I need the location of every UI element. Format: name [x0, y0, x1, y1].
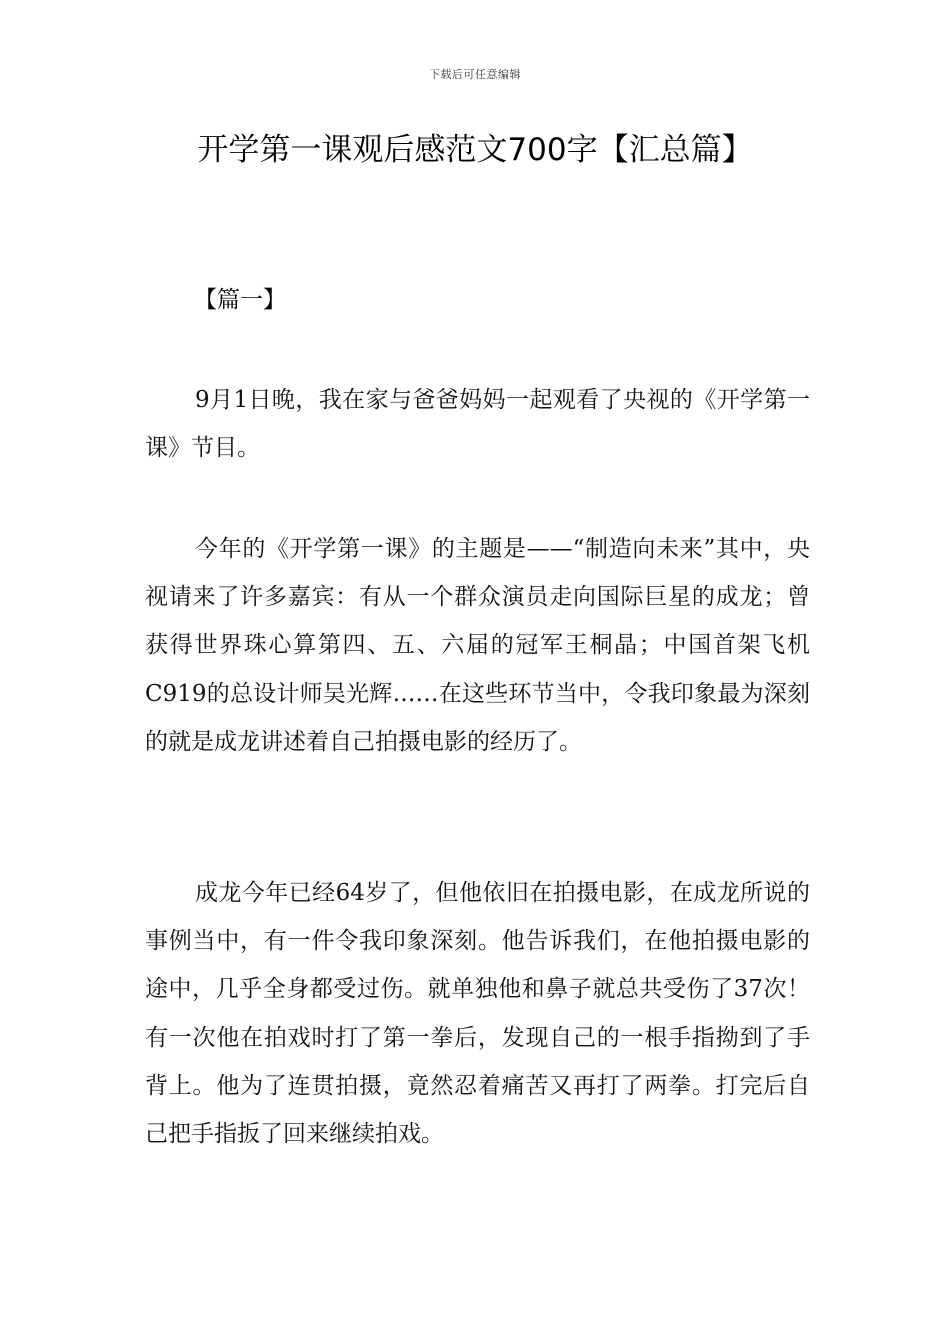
section-heading: 【篇一】: [194, 287, 286, 313]
document-title: 开学第一课观后感范文700字【汇总篇】: [197, 132, 753, 168]
paragraph-1: 9月1日晚，我在家与爸爸妈妈一起观看了央视的《开学第一课》节目。: [145, 387, 810, 462]
paragraph-2: 今年的《开学第一课》的主题是——“制造向未来”其中，央视请来了许多嘉宾：有从一个群众演员走向国际巨星的成龙；曾获得世界珠心算第四、五、六届的冠军王桐晶；中国首架飞机C919的总设计师吴光辉……在这些环节当中，令我印象最为深刻的就是成龙讲述着自己拍摄电影的经历了。: [145, 536, 810, 755]
paragraph-3: 成龙今年已经64岁了，但他依旧在拍摄电影，在成龙所说的事例当中，有一件令我印象深刻。他告诉我们，在他拍摄电影的途中，几乎全身都受过伤。就单独他和鼻子就总共受伤了37次！有一次他在拍戏时打了第一拳后，发现自己的一根手指拗到了手背上。他为了连贯拍摄，竟然忍着痛苦又再打了两拳。打完后自己把手指扳了回来继续拍戏。: [145, 880, 810, 1148]
header-note: 下载后可任意编辑: [429, 68, 521, 81]
